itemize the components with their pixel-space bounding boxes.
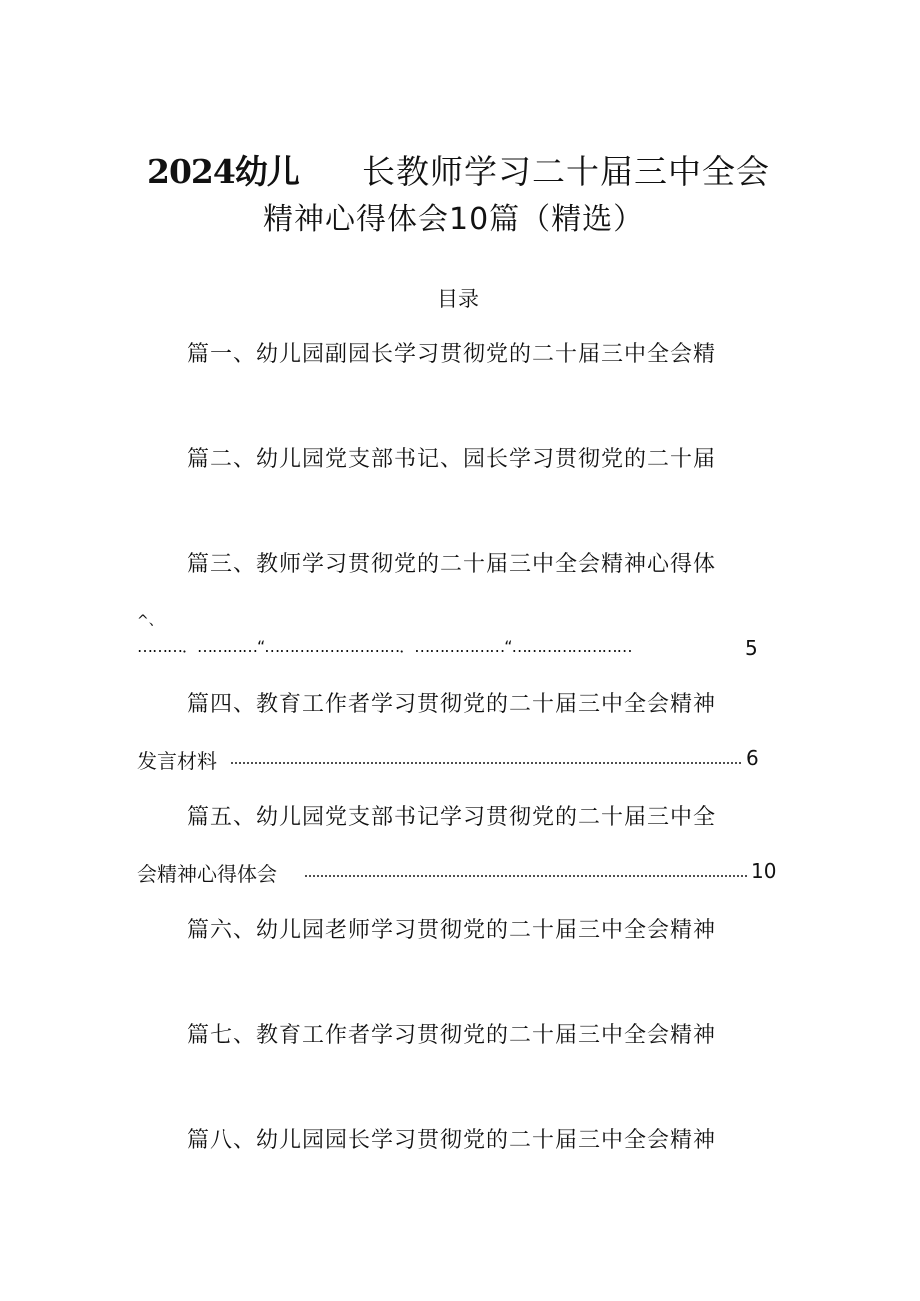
toc-entry-3[interactable]: 篇三、教师学习贯彻党的二十届三中全会精神心得体 (187, 552, 717, 577)
toc-entry-5-leader (304, 875, 749, 877)
toc-entry-3-page[interactable]: 5 (745, 636, 758, 660)
toc-heading: 目录 (437, 287, 479, 311)
toc-entry-5[interactable]: 篇五、幼儿园党支部书记学习贯彻党的二十届三中全 (187, 805, 717, 830)
toc-entry-7[interactable]: 篇七、教育工作者学习贯彻党的二十届三中全会精神 (187, 1023, 717, 1048)
toc-entry-3-leader: ………．…………“………………………．………………“…………………… (137, 637, 632, 656)
toc-entry-4-continuation[interactable]: 发言材料 (137, 749, 217, 773)
toc-entry-1[interactable]: 篇一、幼儿园副园长学习贯彻党的二十届三中全会精 (187, 342, 717, 367)
title-line2: 精神心得体会10篇（精选） (263, 202, 645, 237)
title-line1-part2: 长教师学习二十届三中全会 (362, 152, 770, 191)
toc-entry-8[interactable]: 篇八、幼儿园园长学习贯彻党的二十届三中全会精神 (187, 1128, 717, 1153)
toc-entry-5-page[interactable]: 10 (751, 859, 777, 883)
title-line1-part1: 2024幼儿 (147, 152, 299, 191)
toc-entry-4-page[interactable]: 6 (746, 746, 759, 770)
toc-entry-5-continuation[interactable]: 会精神心得体会 (137, 862, 277, 886)
toc-entry-3-fragment: ^、 (137, 613, 163, 629)
toc-entry-2[interactable]: 篇二、幼儿园党支部书记、园长学习贯彻党的二十届 (187, 447, 717, 472)
toc-entry-4[interactable]: 篇四、教育工作者学习贯彻党的二十届三中全会精神 (187, 692, 717, 717)
toc-entry-6[interactable]: 篇六、幼儿园老师学习贯彻党的二十届三中全会精神 (187, 918, 717, 943)
toc-entry-4-leader (230, 762, 743, 764)
